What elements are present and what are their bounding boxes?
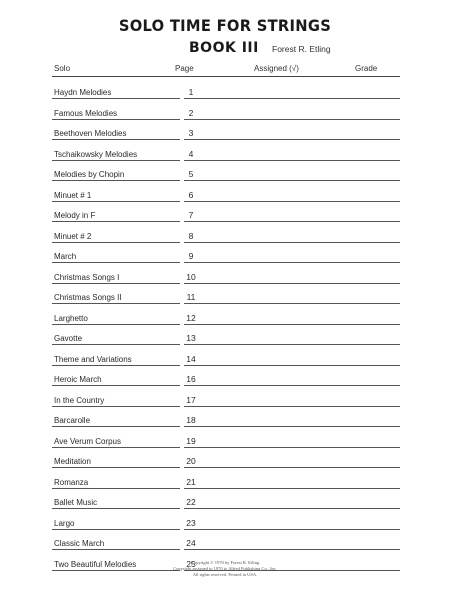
row-rule-right <box>184 180 400 181</box>
solo-row <box>0 470 450 490</box>
column-header-solo: Solo <box>54 64 71 73</box>
solo-title: Haydn Melodies <box>54 88 112 97</box>
row-rule-left <box>52 488 180 489</box>
solo-title: Melodies by Chopin <box>54 170 125 179</box>
solo-page-number: 20 <box>186 456 196 466</box>
row-rule-right <box>184 467 400 468</box>
solo-row <box>0 347 450 367</box>
row-rule-left <box>52 139 180 140</box>
row-rule-left <box>52 426 180 427</box>
solo-row <box>0 162 450 182</box>
solo-row <box>0 244 450 264</box>
rights-line: All rights reserved. Printed in USA. <box>192 572 258 577</box>
solo-page-number: 7 <box>188 210 194 220</box>
solo-title: Christmas Songs II <box>54 293 122 302</box>
row-rule-left <box>52 365 180 366</box>
solo-title: Barcarolle <box>54 416 91 425</box>
solo-title: Classic March <box>54 539 105 548</box>
solo-page-number: 16 <box>186 374 196 384</box>
row-rule-left <box>52 549 180 550</box>
solo-row <box>0 449 450 469</box>
row-rule-left <box>52 324 180 325</box>
solo-page-number: 23 <box>186 517 196 528</box>
author-name: Forest R. Etling <box>272 44 331 54</box>
row-rule-left <box>52 283 180 284</box>
row-rule-left <box>52 529 180 530</box>
row-rule-left <box>52 447 180 448</box>
solo-row <box>0 490 450 510</box>
row-rule-left <box>52 262 180 263</box>
row-rule-left <box>52 221 180 222</box>
solo-row <box>0 101 450 121</box>
solo-page-number: 9 <box>188 251 194 261</box>
row-rule-right <box>184 406 400 407</box>
row-rule-right <box>184 139 400 140</box>
solo-page-number: 22 <box>186 497 196 507</box>
solo-row <box>0 326 450 346</box>
row-rule-left <box>52 98 180 99</box>
row-rule-left <box>52 385 180 386</box>
solo-row <box>0 121 450 141</box>
solo-row <box>0 183 450 203</box>
column-header-assigned: Assigned (√) <box>254 64 299 73</box>
solo-title: March <box>54 252 77 261</box>
solo-row <box>0 265 450 285</box>
solo-page-number: 25 <box>186 558 196 569</box>
row-rule-left <box>52 406 180 407</box>
solo-title: Ave Verum Corpus <box>54 436 121 446</box>
copyright-line: Copyright © 1970 by Forest R. Etling <box>190 560 260 565</box>
solo-row <box>0 142 450 162</box>
row-rule-left <box>52 160 180 161</box>
solo-page-number: 19 <box>186 435 196 446</box>
row-rule-right <box>184 529 400 530</box>
solo-page-number: 17 <box>186 394 196 405</box>
row-rule-right <box>184 426 400 427</box>
row-rule-left <box>52 344 180 345</box>
row-rule-left <box>52 119 180 120</box>
solo-title: Beethoven Melodies <box>54 129 127 138</box>
solo-title: Christmas Songs I <box>54 272 120 282</box>
row-rule-right <box>184 262 400 263</box>
solo-page-number: 13 <box>186 333 196 343</box>
row-rule-right <box>184 508 400 509</box>
row-rule-right <box>184 283 400 284</box>
row-rule-right <box>184 488 400 489</box>
row-rule-left <box>52 303 180 304</box>
solo-title: Gavotte <box>54 334 83 343</box>
solo-row <box>0 80 450 100</box>
solo-title: Two Beautiful Melodies <box>54 559 137 569</box>
row-rule-right <box>184 160 400 161</box>
solo-title: Romanza <box>54 477 89 487</box>
solo-row <box>0 511 450 531</box>
solo-title: Ballet Music <box>54 498 98 507</box>
row-rule-left <box>52 242 180 243</box>
solo-title: Meditation <box>54 457 91 466</box>
row-rule-right <box>184 365 400 366</box>
solo-row <box>0 203 450 223</box>
solo-page-number: 3 <box>188 128 194 138</box>
solo-page-number: 2 <box>188 107 194 118</box>
book-label: BOOK III <box>189 40 259 56</box>
row-rule-right <box>184 98 400 99</box>
solo-page-number: 18 <box>186 415 196 425</box>
row-rule-left <box>52 180 180 181</box>
solo-row <box>0 224 450 244</box>
solo-page-number: 1 <box>188 87 194 97</box>
row-rule-right <box>184 549 400 550</box>
solo-row <box>0 388 450 408</box>
solo-page-number: 14 <box>186 353 196 364</box>
solo-row <box>0 531 450 551</box>
solo-title: Famous Melodies <box>54 108 118 118</box>
solo-title: Tschaikowsky Melodies <box>54 149 138 159</box>
document-title: SOLO TIME FOR STRINGS <box>118 16 332 35</box>
row-rule-right <box>184 447 400 448</box>
solo-title: Minuet # 1 <box>54 190 92 200</box>
row-rule-right <box>184 385 400 386</box>
row-rule-left <box>52 201 180 202</box>
header-rule <box>52 76 400 77</box>
solo-page-number: 12 <box>186 312 196 323</box>
solo-row <box>0 429 450 449</box>
solo-title: Larghetto <box>54 313 88 323</box>
row-rule-right <box>184 201 400 202</box>
solo-page-number: 24 <box>186 538 196 548</box>
row-rule-right <box>184 303 400 304</box>
row-rule-right <box>184 242 400 243</box>
solo-page-number: 21 <box>186 476 196 487</box>
solo-title: Melody in F <box>54 211 96 220</box>
row-rule-right <box>184 119 400 120</box>
row-rule-right <box>184 344 400 345</box>
solo-row <box>0 306 450 326</box>
column-header-page: Page <box>175 64 194 73</box>
solo-title: In the Country <box>54 395 105 405</box>
solo-row <box>0 285 450 305</box>
row-rule-right <box>184 221 400 222</box>
solo-title: Minuet # 2 <box>54 231 92 241</box>
solo-title: Theme and Variations <box>54 354 132 364</box>
assignment-line: Copyright assigned to 1970 to Alfred Publishing Co., Inc. <box>173 566 277 571</box>
solo-title: Heroic March <box>54 375 102 384</box>
row-rule-right <box>184 324 400 325</box>
copyright-footer <box>0 560 450 578</box>
solo-page-number: 10 <box>186 271 196 282</box>
solo-page-number: 4 <box>188 148 194 159</box>
solo-page-number: 8 <box>188 230 194 241</box>
solo-page-number: 11 <box>186 292 196 302</box>
row-rule-left <box>52 467 180 468</box>
solo-page-number: 5 <box>188 169 194 179</box>
solo-row <box>0 367 450 387</box>
column-header-grade: Grade <box>355 64 378 73</box>
row-rule-left <box>52 508 180 509</box>
solo-page-number: 6 <box>188 189 194 200</box>
solo-title: Largo <box>54 518 75 528</box>
solo-row <box>0 408 450 428</box>
